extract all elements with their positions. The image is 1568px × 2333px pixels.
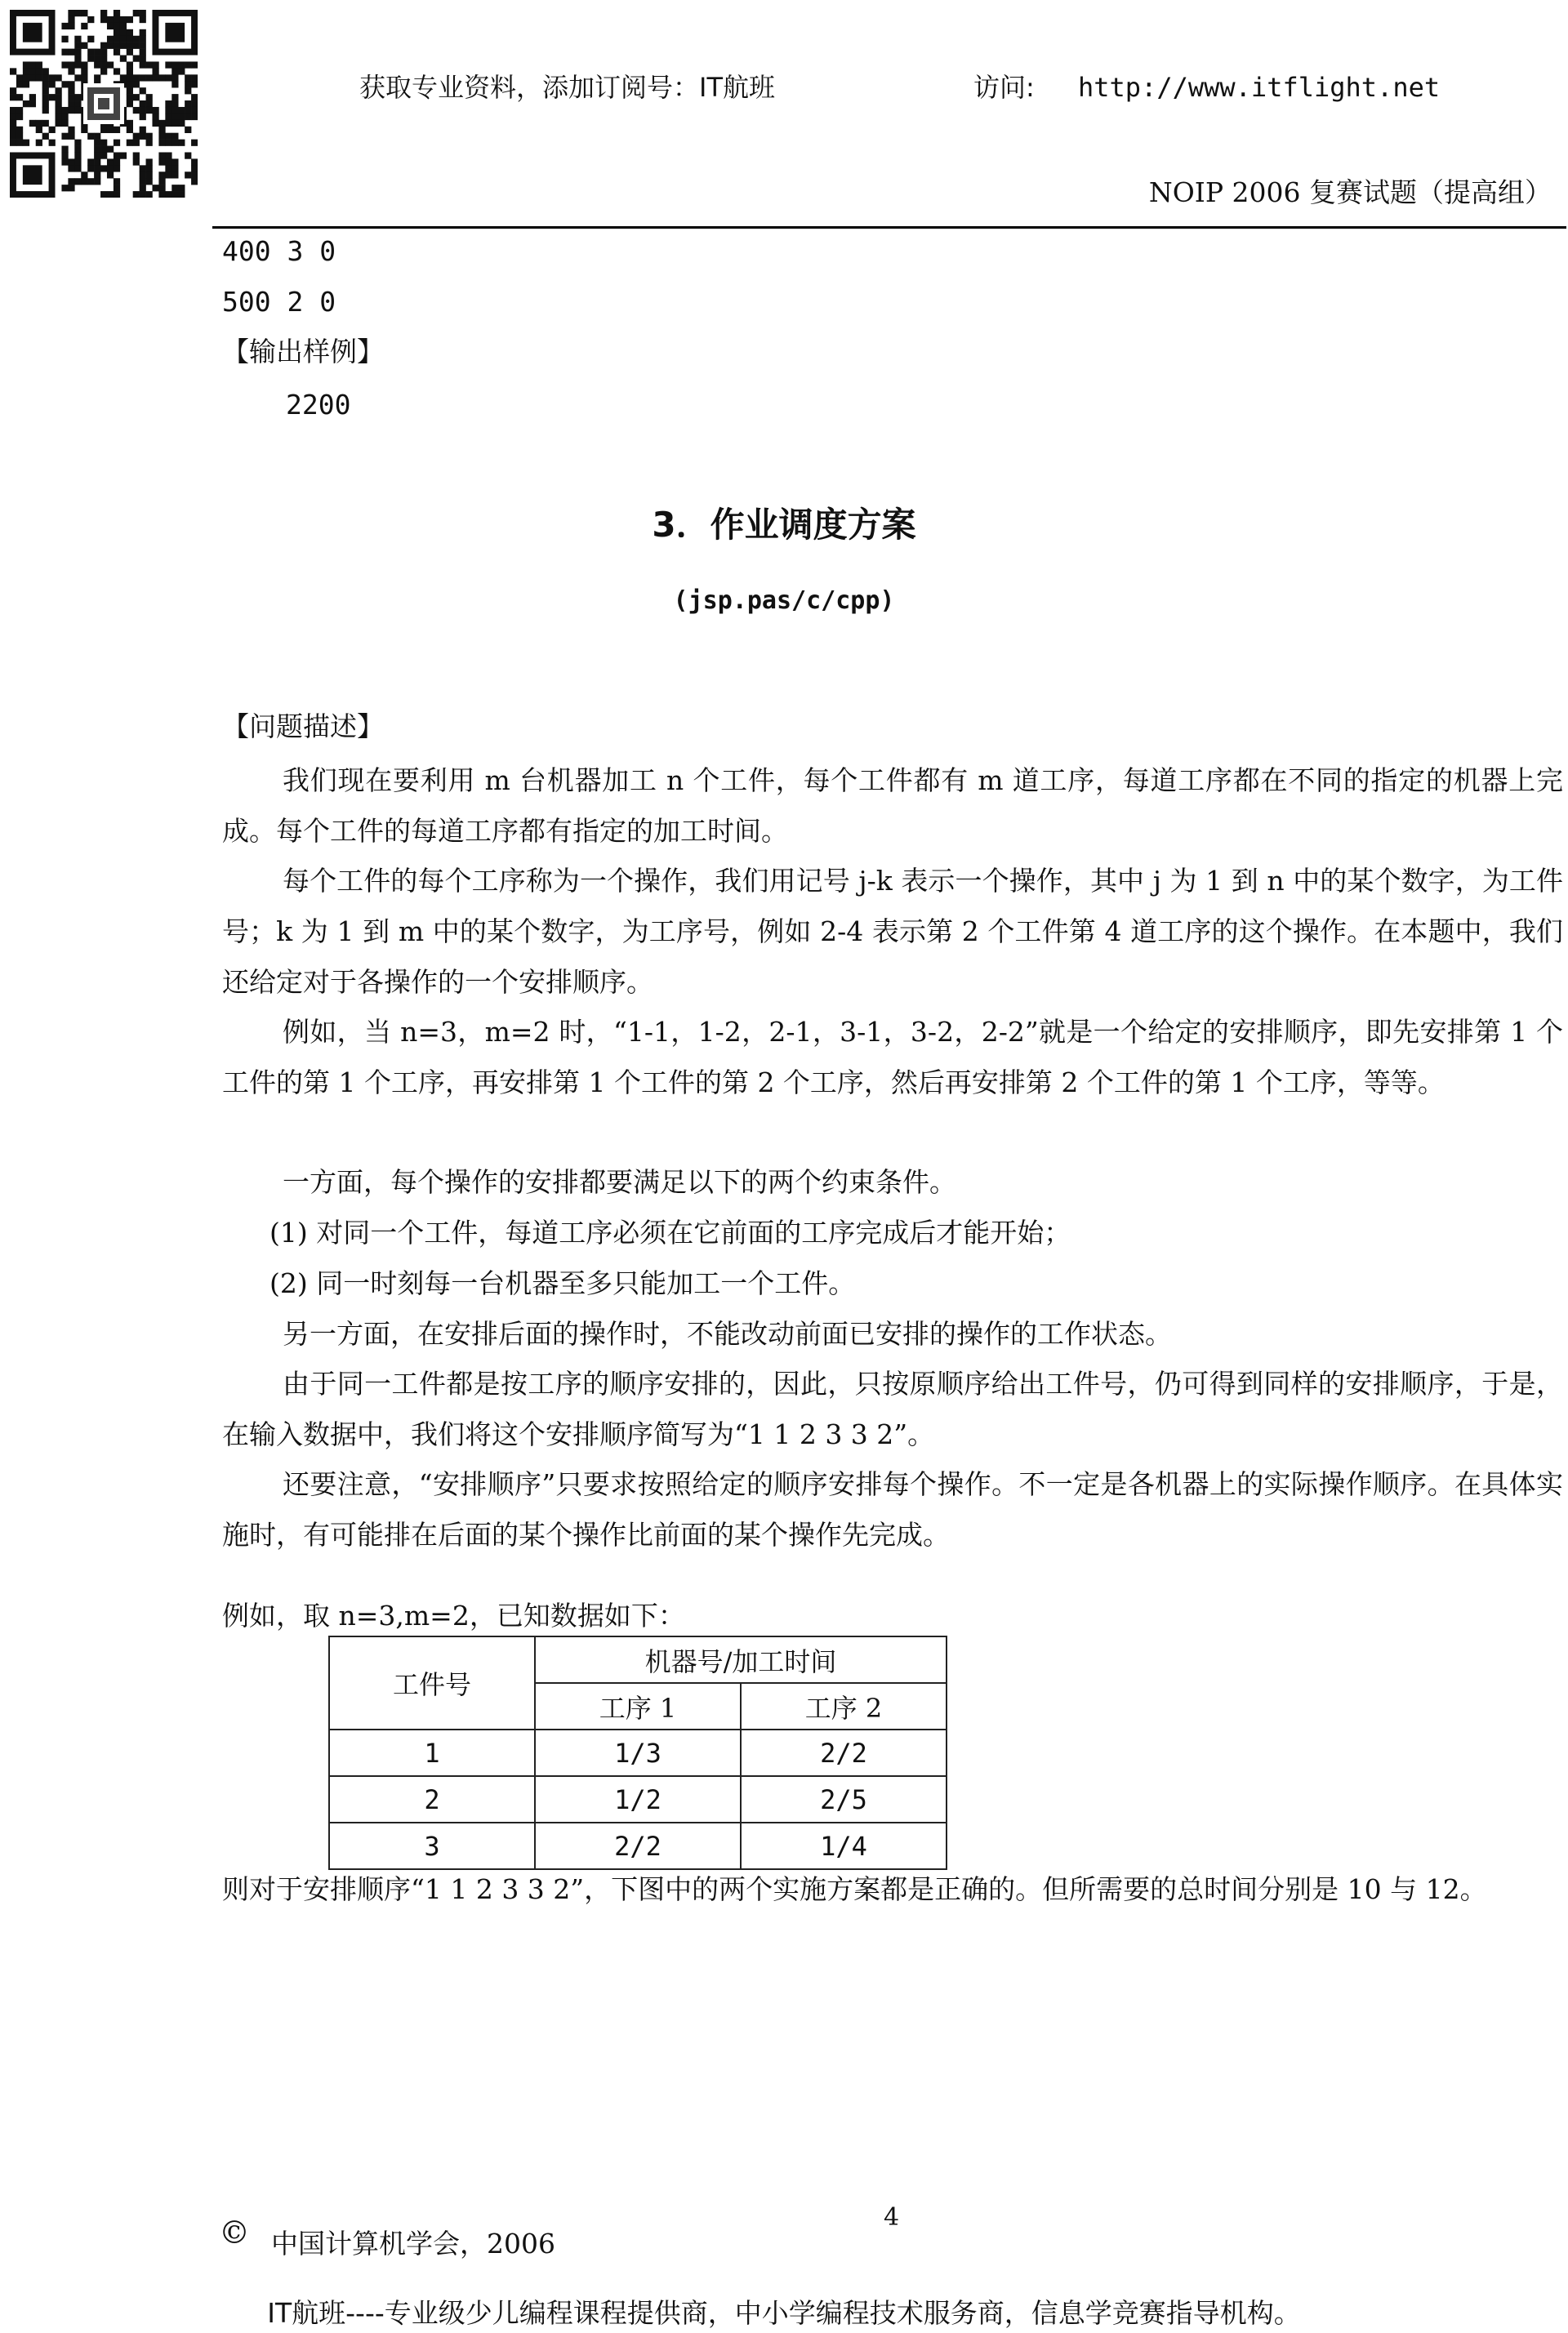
constraint-2: (2) 同一时刻每一台机器至多只能加工一个工件。 — [270, 1267, 856, 1299]
document-title: NOIP 2006 复赛试题（提高组） — [1148, 176, 1552, 208]
table-row — [329, 1823, 947, 1869]
table-cell: 1/4 — [741, 1823, 947, 1869]
qr-code — [10, 10, 198, 198]
table-header-job: 工件号 — [329, 1636, 535, 1730]
paragraph: 每个工件的每个工序称为一个操作，我们用记号 j-k 表示一个操作，其中 j 为 1 到 n 中的某个数字，为工件号；k 为 1 到 m 中的某个数字，为工序号，例如 2-4 表示第 2 个工件第 4 道工序的这个操作。在本题中，我们还给定对于各操作的一个安排顺序。 — [222, 865, 1563, 998]
sample-output-value: 2200 — [286, 389, 351, 421]
constraint-1: (1) 对同一个工件，每道工序必须在它前面的工序完成后才能开始； — [270, 1217, 1071, 1249]
data-table — [328, 1636, 947, 1870]
paragraph: 还要注意，“安排顺序”只要求按照给定的顺序安排每个操作。不一定是各机器上的实际操作顺序。在具体实施时，有可能排在后面的某个操作比前面的某个操作先完成。 — [222, 1468, 1563, 1551]
paragraph: 例如，当 n=3，m=2 时，“1-1，1-2，2-1，3-1，3-2，2-2”就是一个给定的安排顺序，即先安排第 1 个工件的第 1 个工序，再安排第 1 个工件的第 2 个工序，然后再安排第 2 个工件的第 1 个工序，等等。 — [222, 1016, 1563, 1098]
sample-output-heading: 【输出样例】 — [222, 336, 384, 367]
copyright-org: 中国计算机学会，2006 — [271, 2228, 555, 2260]
table-cell: 2 — [329, 1776, 535, 1823]
header-visit-label: 访问: — [973, 72, 1035, 103]
problem-title: 3．作业调度方案 — [652, 505, 916, 545]
sample-input-line: 500 2 0 — [222, 286, 336, 318]
table-cell: 2/2 — [741, 1730, 947, 1776]
description-heading: 【问题描述】 — [222, 710, 384, 742]
table-header-row — [329, 1636, 947, 1683]
header-divider — [212, 226, 1566, 229]
header-visit-url[interactable]: http://www.itflight.net — [1078, 72, 1441, 103]
problem-files: (jsp.pas/c/cpp) — [673, 586, 895, 615]
table-header-op2: 工序 2 — [741, 1683, 947, 1730]
table-header-group: 机器号/加工时间 — [535, 1636, 947, 1683]
table-header-op1: 工序 1 — [535, 1683, 741, 1730]
footer-banner: IT航班----专业级少儿编程课程提供商，中小学编程技术服务商，信息学竞赛指导机构。 — [267, 2297, 1301, 2329]
table-cell: 2/2 — [535, 1823, 741, 1869]
paragraph: 由于同一工件都是按工序的顺序安排的，因此，只按原顺序给出工件号，仍可得到同样的安排顺序，于是，在输入数据中，我们将这个安排顺序简写为“1 1 2 3 3 2”。 — [222, 1368, 1563, 1450]
sample-input-line: 400 3 0 — [222, 235, 336, 267]
paragraph: 一方面，每个操作的安排都要满足以下的两个约束条件。 — [283, 1166, 956, 1198]
paragraph: 另一方面，在安排后面的操作时，不能改动前面已安排的操作的工作状态。 — [283, 1318, 1172, 1350]
header-promo: 获取专业资料，添加订阅号：IT航班 — [359, 72, 775, 103]
table-cell: 3 — [329, 1823, 535, 1869]
table-cell: 1 — [329, 1730, 535, 1776]
table-row — [329, 1776, 947, 1823]
copyright-symbol: © — [219, 2215, 250, 2251]
table-cell: 2/5 — [741, 1776, 947, 1823]
example-intro: 例如，取 n=3,m=2，已知数据如下： — [222, 1600, 685, 1632]
table-cell: 1/3 — [535, 1730, 741, 1776]
table-cell: 1/2 — [535, 1776, 741, 1823]
page-number: 4 — [884, 2203, 900, 2232]
conclusion-paragraph: 则对于安排顺序“1 1 2 3 3 2”，下图中的两个实施方案都是正确的。但所需要的总时间分别是 10 与 12。 — [222, 1873, 1487, 1905]
paragraph: 我们现在要利用 m 台机器加工 n 个工件，每个工件都有 m 道工序，每道工序都在不同的指定的机器上完成。每个工件的每道工序都有指定的加工时间。 — [222, 764, 1563, 847]
table-row — [329, 1730, 947, 1776]
